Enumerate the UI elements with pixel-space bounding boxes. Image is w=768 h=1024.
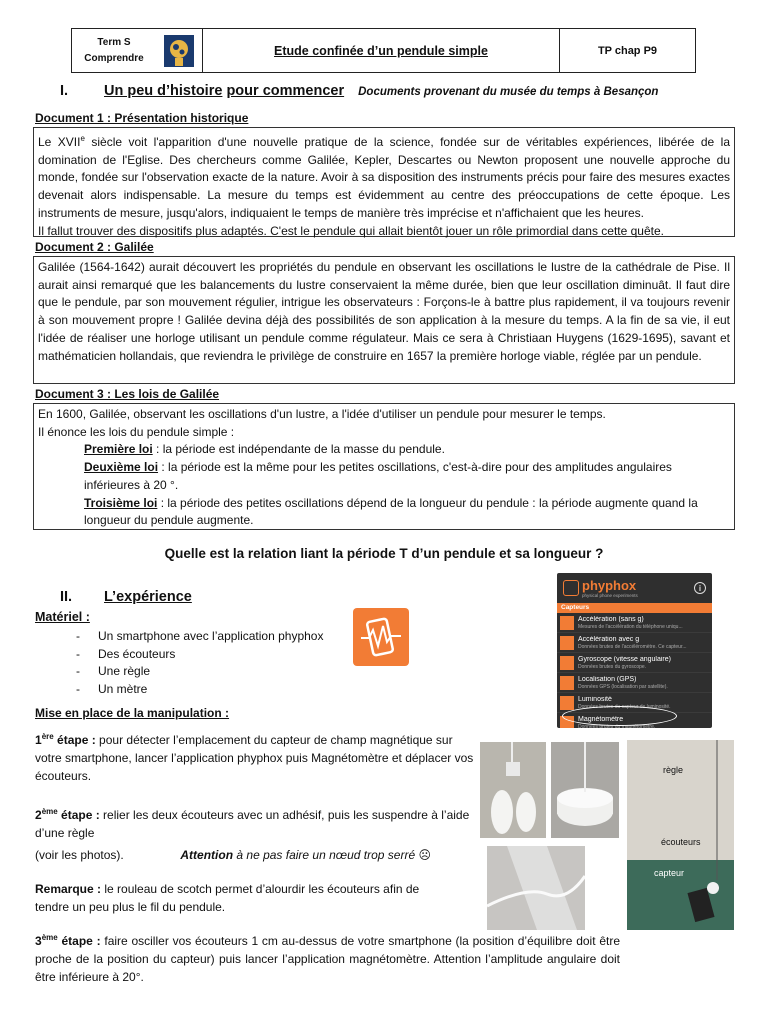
info-icon[interactable]: i (694, 582, 706, 594)
step1-sup: ère (41, 732, 54, 741)
phyphox-screenshot (557, 573, 712, 728)
label-ecouteurs: écouteurs (661, 837, 701, 847)
phyphox-brand: phyphox (582, 578, 637, 593)
doc1-text: siècle voit l'apparition d'une nouvelle pratique de la science, fondée sur de véritables expériences, libérée de la domination de l'Eglise. Des chercheurs comme Galilée, Kepler, Descartes ou Newton proposent une nouvelle approche du monde, fondée sur l'observation exacte de la nature. Avoir à sa disposition des instruments précis pour faire des mesures exactes devenait alors indispensable. La mesure du temps est évidemment au centre des préoccupations de cette époque. Les instruments de mesure, jusqu'alors, indiquaient le temps de manière très imprécise et n'affichaient que les heures. (38, 135, 730, 220)
step3-label: étape : (57, 934, 101, 948)
label-capteur: capteur (654, 868, 685, 878)
remark-label: Remarque : (35, 882, 102, 896)
doc1-heading: Document 1 : Présentation historique (35, 111, 249, 125)
materiel-item: - Un smartphone avec l’application phyphox (76, 628, 323, 646)
materiel-item: - Des écouteurs (76, 646, 323, 664)
step2-num: 2 (35, 808, 42, 822)
doc2-box (33, 256, 735, 384)
law-1-text: : la période est indépendante de la masse du pendule. (152, 442, 445, 457)
phyphox-item-desc: Données brutes du gyroscope. (578, 663, 647, 670)
accelerometer-icon (560, 616, 574, 630)
materiel-list (76, 628, 323, 698)
main-question: Quelle est la relation liant la période T d’un pendule et sa longueur ? (164, 546, 604, 561)
phyphox-item[interactable] (557, 673, 712, 693)
phyphox-item-name: Localisation (GPS) (578, 675, 637, 683)
section-1-title-b: pour commencer (226, 83, 345, 99)
header-left-cell (72, 29, 203, 72)
attention-text: à ne pas faire un nœud trop serré (233, 848, 419, 862)
header-comprendre: Comprendre (84, 52, 144, 64)
doc1-box (33, 127, 735, 237)
sad-face-icon: ☹ (418, 848, 431, 862)
doc3-heading: Document 3 : Les lois de Galilée (35, 387, 220, 401)
header-term: Term S (97, 36, 131, 48)
doc2-text: Galilée (1564-1642) aurait découvert les propriétés du pendule en observant les oscillations le lustre de la cathédrale de Pise. Il aurait ainsi remarqué que les balancements du lustre conservaient la même durée, bien que leur oscillation diminuât. Il faut dire que le pendule, par son mouvement régulier, intrigue les observateurs : Forçons-le à battre plus rapidement, il va toujours revenir à son mouvement propre ! Galilée devina déjà des possibilités de son application à la mesure du temps. A la fin de sa vie, il eut l'idée de réaliser une horloge utilisant un pendule comme régulateur. Mais ce sera à Christiaan Huygens (1629-1695), savant et mathématicien hollandais, que reviendra le privilège de construire en 1657 la première horloge viable, réglée par un pendule. (38, 260, 730, 363)
phyphox-item-name: Accélération (sans g) (578, 615, 644, 623)
phyphox-category: Capteurs (557, 603, 712, 613)
law-1 (38, 441, 730, 459)
header-table (71, 28, 696, 73)
step2-label: étape : (57, 808, 100, 822)
ruler-knot-illustration (487, 846, 585, 930)
phyphox-item-desc: Données brutes de l'accéléromètre. Ce capteur... (578, 643, 687, 650)
pendulum-setup-photo (627, 740, 734, 930)
section-2-number: II. (60, 589, 73, 605)
phone-wave-icon (353, 608, 409, 666)
remark (35, 880, 450, 916)
law-1-label: Première loi (84, 442, 153, 457)
phyphox-item[interactable] (557, 653, 712, 673)
law-2 (38, 459, 730, 494)
doc1-text2: Il fallut trouver des dispositifs plus adaptés. C'est le pendule qui allait bientôt jouer un rôle primordial dans cette quête. (38, 223, 664, 238)
lightbulb-icon (560, 696, 574, 710)
scotch-roll-photo (551, 742, 619, 838)
materiel-heading: Matériel : (35, 610, 90, 624)
phyphox-item-desc: Données brutes du capteur de luminosité. (578, 703, 671, 710)
header-chapter: TP chap P9 (597, 44, 658, 57)
phyphox-item-name: Accélération avec g (578, 635, 640, 643)
earphones-photo (480, 742, 546, 838)
phyphox-topbar (557, 573, 712, 603)
law-2-label: Deuxième loi (84, 460, 159, 475)
section-1-number: I. (60, 83, 69, 99)
step-3 (35, 932, 620, 986)
section-1-heading (60, 83, 658, 99)
doc1-text-pre: Le XVII (38, 135, 81, 149)
gps-icon (560, 676, 574, 690)
phyphox-item[interactable] (557, 613, 712, 633)
step2-text2: (voir les photos). (35, 848, 124, 862)
step1-text: pour détecter l’emplacement du capteur de champ magnétique sur votre smartphone, lancer l’application phyphox puis Magnétomètre et déplacer vos écouteurs. (35, 733, 474, 783)
law-3-text: : la période des petites oscillations dépend de la longueur du pendule : la période augmente quand la longueur du pendule augmente. (84, 495, 698, 528)
section-2-heading (60, 589, 192, 605)
phyphox-app-icon (353, 608, 409, 666)
doc2-heading: Document 2 : Galilée (35, 240, 154, 254)
header-title: Etude confinée d’un pendule simple (203, 29, 560, 72)
step-1 (35, 731, 475, 785)
accelerometer-g-icon (560, 636, 574, 650)
step2-text: relier les deux écouteurs avec un adhésif, puis les suspendre à l’aide d’une règle (35, 808, 470, 840)
step1-label: étape : (53, 733, 96, 747)
phyphox-item-name: Magnétomètre (578, 715, 624, 723)
brain-gears-icon (164, 35, 194, 67)
doc3-intro2: Il énonce les lois du pendule simple : (38, 424, 235, 439)
highlight-oval (562, 703, 677, 726)
gyroscope-icon (560, 656, 574, 670)
ruler-knot-photo (487, 846, 585, 930)
phyphox-item-desc: Données GPS (localisation par satellite). (578, 683, 668, 690)
attention-label: Attention (180, 848, 234, 862)
section-2-title: L’expérience (104, 589, 192, 605)
scotch-roll-illustration (551, 742, 619, 838)
doc1-sup: e (80, 134, 85, 143)
step3-num: 3 (35, 934, 42, 948)
earphones-illustration (480, 742, 546, 838)
phyphox-brand-sub: physical phone experiments (582, 593, 638, 598)
section-1-title-a: Un peu d’histoire (104, 83, 223, 99)
phyphox-item-name: Gyroscope (vitesse angulaire) (578, 655, 671, 663)
header-left-label (72, 35, 156, 67)
doc3-box (33, 403, 735, 530)
law-3 (38, 495, 730, 530)
doc3-intro1: En 1600, Galilée, observant les oscillations d'un lustre, a l'idée d'utiliser un pendule pour mesurer le temps. (38, 407, 606, 421)
phyphox-logo-icon (563, 580, 579, 596)
phyphox-item-name: Luminosité (578, 695, 612, 703)
law-2-text: : la période est la même pour les petites oscillations, c'est-à-dire pour des amplitudes angulaires inférieures à 20 °. (84, 460, 672, 492)
remark-text: le rouleau de scotch permet d’alourdir les écouteurs afin de tendre un peu plus le fil du pendule. (35, 882, 420, 914)
phyphox-item[interactable] (557, 633, 712, 653)
setup-heading: Mise en place de la manipulation : (35, 706, 230, 720)
step-2 (35, 806, 475, 842)
materiel-item: - Un mètre (76, 681, 323, 699)
step2-sup: ème (41, 807, 58, 816)
phyphox-item-desc: Mesures de l'accélération du téléphone uniqu... (578, 623, 683, 630)
phyphox-item-desc: Données brutes du magnétomètre. (578, 723, 656, 728)
materiel-item: - Une règle (76, 663, 323, 681)
step1-num: 1 (35, 733, 42, 747)
step-2-line2 (35, 846, 475, 864)
label-regle: règle (663, 765, 684, 775)
step3-sup: ème (41, 933, 58, 942)
section-1-subtitle: Documents provenant du musée du temps à Besançon (358, 86, 659, 98)
step3-text: faire osciller vos écouteurs 1 cm au-dessus de votre smartphone (la position d’équilibre doit être proche de la position du capteur) puis lancer l’application magnétomètre. Attention l’amplitude angulaire doit être inférieure à 20°. (35, 934, 620, 984)
law-3-label: Troisième loi (84, 495, 158, 510)
